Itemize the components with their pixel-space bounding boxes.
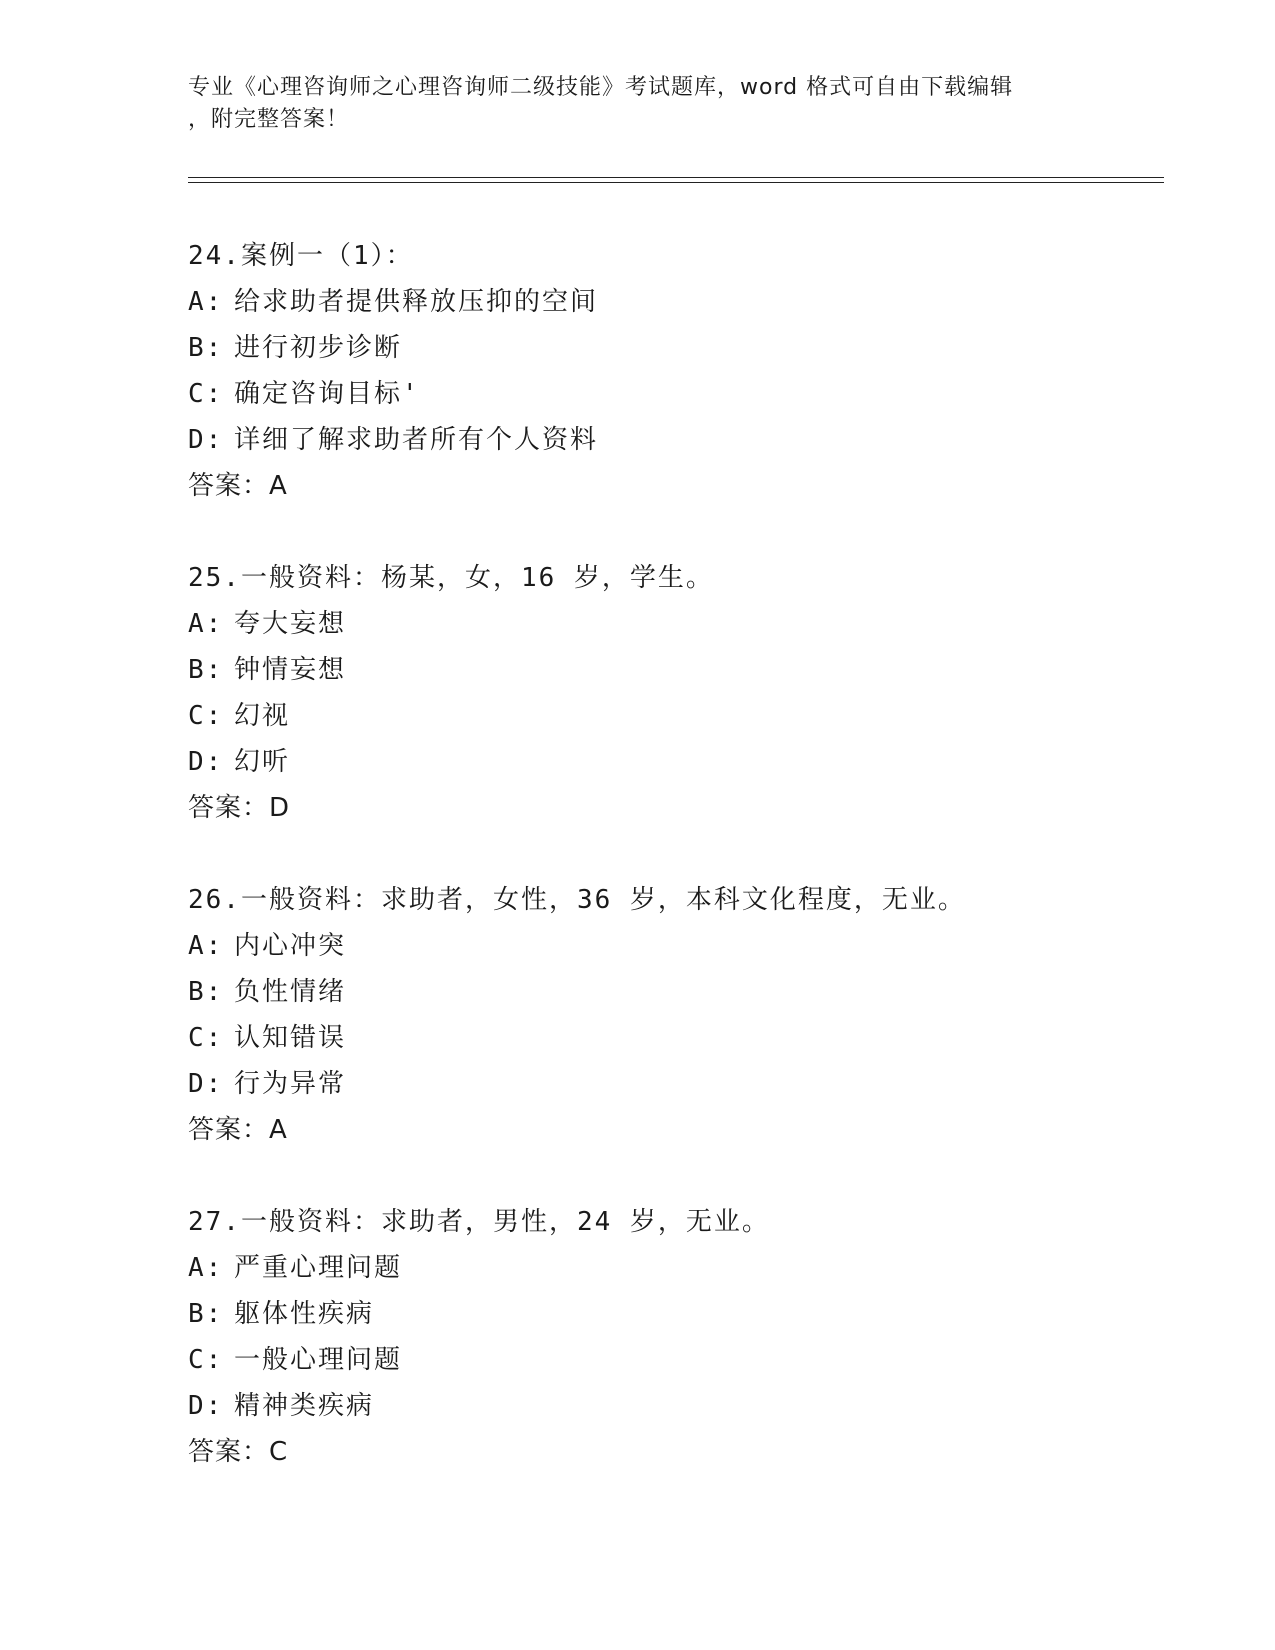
option-letter: A: bbox=[188, 1253, 224, 1283]
option-letter: D: bbox=[188, 747, 224, 777]
option-text: 精神类疾病 bbox=[234, 1391, 375, 1421]
question-25 bbox=[188, 555, 1088, 831]
option-text: 进行初步诊断 bbox=[234, 333, 403, 363]
question-stem: 25.一般资料：杨某，女，16 岁，学生。 bbox=[188, 563, 714, 593]
option-text: 确定咨询目标' bbox=[234, 379, 420, 409]
option-letter: B: bbox=[188, 333, 224, 363]
answer-line: 答案：C bbox=[188, 1437, 289, 1467]
document-header bbox=[188, 72, 1068, 136]
question-26 bbox=[188, 877, 1088, 1153]
option-letter: C: bbox=[188, 379, 224, 409]
option-letter: D: bbox=[188, 1069, 224, 1099]
option-letter: B: bbox=[188, 1299, 224, 1329]
answer-line: 答案：A bbox=[188, 471, 288, 501]
question-stem: 24.案例一（1）： bbox=[188, 241, 414, 271]
option-letter: B: bbox=[188, 655, 224, 685]
header-line-2: ，附完整答案！ bbox=[188, 107, 350, 132]
option-d bbox=[188, 417, 1088, 463]
option-text: 内心冲突 bbox=[234, 931, 347, 961]
option-text: 负性情绪 bbox=[234, 977, 347, 1007]
option-text: 夸大妄想 bbox=[234, 609, 347, 639]
option-b bbox=[188, 647, 1088, 693]
option-letter: C: bbox=[188, 1345, 224, 1375]
option-c bbox=[188, 1015, 1088, 1061]
option-b bbox=[188, 969, 1088, 1015]
option-text: 一般心理问题 bbox=[234, 1345, 403, 1375]
option-text: 严重心理问题 bbox=[234, 1253, 403, 1283]
option-text: 详细了解求助者所有个人资料 bbox=[234, 425, 599, 455]
option-d bbox=[188, 739, 1088, 785]
option-text: 给求助者提供释放压抑的空间 bbox=[234, 287, 599, 317]
option-a bbox=[188, 601, 1088, 647]
header-divider-top bbox=[188, 177, 1164, 178]
header-divider-bottom bbox=[188, 182, 1164, 183]
option-letter: D: bbox=[188, 425, 224, 455]
option-a bbox=[188, 923, 1088, 969]
question-stem: 27.一般资料：求助者，男性，24 岁，无业。 bbox=[188, 1207, 770, 1237]
option-letter: C: bbox=[188, 701, 224, 731]
header-line-1: 专业《心理咨询师之心理咨询师二级技能》考试题库，word 格式可自由下载编辑 bbox=[188, 75, 1014, 100]
option-text: 钟情妄想 bbox=[234, 655, 347, 685]
answer-line: 答案：A bbox=[188, 1115, 288, 1145]
question-stem: 26.一般资料：求助者，女性，36 岁，本科文化程度，无业。 bbox=[188, 885, 966, 915]
option-d bbox=[188, 1383, 1088, 1429]
option-a bbox=[188, 1245, 1088, 1291]
question-27 bbox=[188, 1199, 1088, 1475]
option-text: 认知错误 bbox=[234, 1023, 347, 1053]
option-c bbox=[188, 1337, 1088, 1383]
option-text: 幻视 bbox=[234, 701, 291, 731]
answer-line: 答案：D bbox=[188, 793, 291, 823]
option-text: 幻听 bbox=[234, 747, 291, 777]
option-text: 躯体性疾病 bbox=[234, 1299, 375, 1329]
option-letter: A: bbox=[188, 287, 224, 317]
option-letter: A: bbox=[188, 609, 224, 639]
option-b bbox=[188, 325, 1088, 371]
option-a bbox=[188, 279, 1088, 325]
option-c bbox=[188, 371, 1088, 417]
option-letter: B: bbox=[188, 977, 224, 1007]
option-letter: D: bbox=[188, 1391, 224, 1421]
option-d bbox=[188, 1061, 1088, 1107]
option-c bbox=[188, 693, 1088, 739]
option-text: 行为异常 bbox=[234, 1069, 347, 1099]
question-24 bbox=[188, 233, 1088, 509]
option-b bbox=[188, 1291, 1088, 1337]
option-letter: C: bbox=[188, 1023, 224, 1053]
option-letter: A: bbox=[188, 931, 224, 961]
